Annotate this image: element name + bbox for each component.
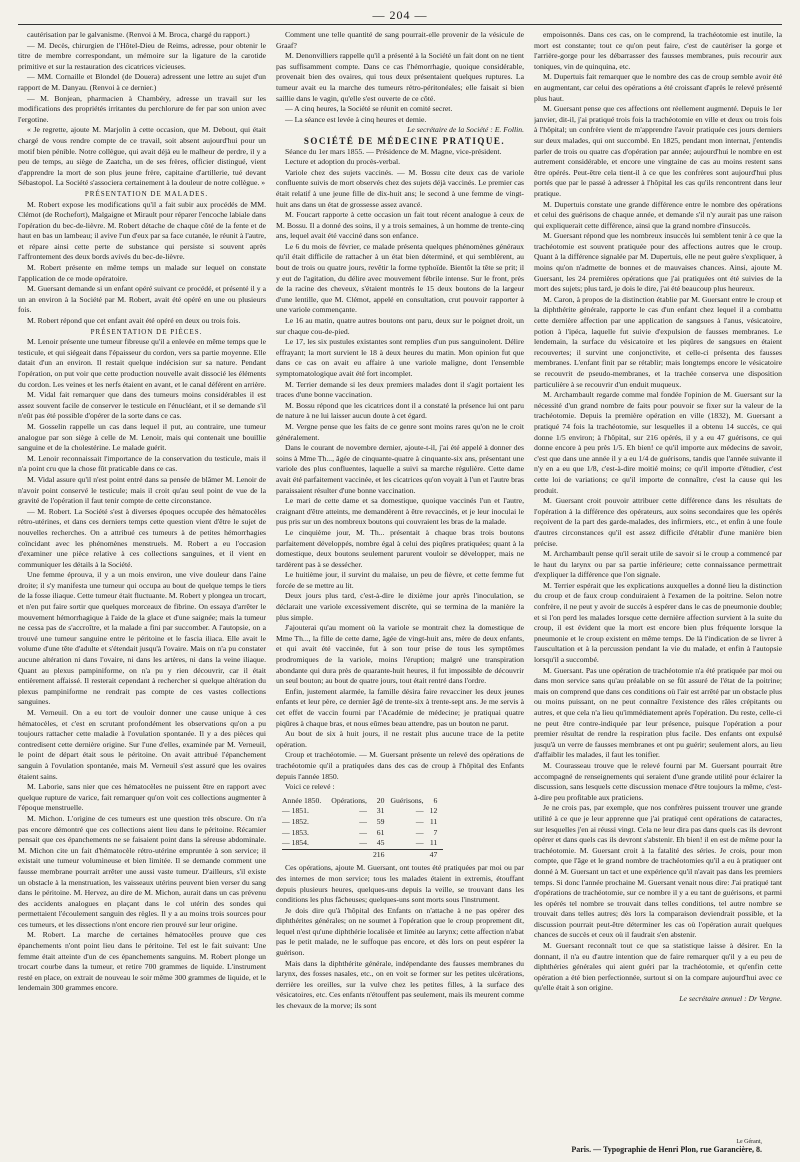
table-cell: — bbox=[359, 827, 367, 837]
table-row bbox=[282, 806, 443, 817]
paragraph: Le 17, les six pustules existantes sont remplies d'un pus sanguinolent. Délire effrayant; la mort survient le 18 à deux heures du matin. Mon opinion fut que dans ce cas on avait eu affaire à une variole maligne, dont l'ensemble symptomatologique avait été fort incomplet. bbox=[276, 337, 524, 378]
header-rule bbox=[18, 24, 782, 25]
page-number: — 204 — bbox=[372, 8, 428, 22]
section-heading: PRÉSENTATION DE MALADES. bbox=[84, 189, 209, 198]
paragraph: Je ne crois pas, par exemple, que nos confrères puissent trouver une grande utilité à ce que je leur apprenne que j'ai pratiqué cent opérations de cataractes, sur lesquelles j'en ai réussi vingt. Cela ne leur dira pas dans quels cas ils devront opérer et dans quels cas ils devront s'abstenir. Eh bien! il en est de même pour la trachéotomie. M. Guersant croit à la fatalité des séries. Je crois, pour mon compte, que l'âge et le grand nombre de trachéotomies qu'il a eu à pratiquer ont donné à M. Guersant un tact et une expérience qu'il n'avait pas dans les premiers temps. Si donc l'année prochaine M. Guersant venait nous dire: J'ai pratiqué tant d'opérations de trachéotomie, sur ce nombre il y a eu tant de guérisons, et parmi les opérés tel nombre se trouvait dans telles conditions, tel autre nombre se trouvait dans telles autres; dès lors la comparaison deviendrait possible, et la discussion pourrait peut-être déterminer les cas où l'opération aurait quelques chances de succès et ceux où il faudrait s'en abstenir. bbox=[534, 803, 782, 940]
paragraph: M. Vergne pense que les faits de ce genre sont moins rares qu'on ne le croit généralement. bbox=[276, 421, 524, 442]
table-cell: 45 bbox=[376, 838, 385, 848]
paragraph: M. Guersant croit pouvoir attribuer cette différence dans les résultats de l'opération à la différence des opérateurs, aux soins secondaires que les opérés reçoivent de la part des garde-malades, des infirmiers, etc., et enfin à une foule d'autres circonstances qu'il est assez difficile d'établir d'une manière bien précise. bbox=[534, 496, 782, 548]
paragraph: Le cinquième jour, M. Th... présentait à chaque bras trois boutons parfaitement développés, nombre égal à celui des piqûres pratiquées; quant à la domestique, deux boutons seulement parurent vouloir se développer, mais ne tardèrent pas à se dessécher. bbox=[276, 527, 524, 569]
paragraph: M. Verneuil. On a eu tort de vouloir donner une cause unique à ces hématocèles, et c'est en scrutant profondément les observations qu'on a pu toujours rattacher cette maladie à l'ovulation spontanée. Il y a des pièces qui contredisent cette dernière origine. Sur l'une d'elles, examinée par M. Verneuil, le point de départ était sous le péritoine. On avait attribué l'épanchement sanguin à l'ovulation spontanée, mais M. Verneuil s'est assuré que les ovaires étaient sains. bbox=[18, 708, 266, 781]
table-cell: 6 bbox=[433, 795, 438, 805]
paragraph: M. Bossu répond que les cicatrices dont il a constaté la présence lui ont paru de nature à ne lui laisser aucun doute à cet égard. bbox=[276, 400, 524, 421]
tracheotomy-table bbox=[282, 796, 524, 861]
minutes-line: Lecture et adoption du procès-verbal. bbox=[285, 157, 401, 167]
paragraph: Dans le courant de novembre dernier, ajoute-t-il, j'ai été appelé à donner des soins à Mme Th..., âgée de cinquante-quatre à cinquante-six ans, présentant une variole des plus confluentes, laquelle a suivi sa marche régulière. Cette dame avait été parfaitement vaccinée, et les cicatrices qu'on voyait à l'un et l'autre bras paraissaient résulter d'une bonne vaccination. bbox=[276, 443, 524, 495]
paragraph: M. Vidal assure qu'il n'est point entré dans sa pensée de blâmer M. Lenoir de n'avoir point conservé le testicule; mais il croit qu'au seul point de vue de la gravité de l'opération il faut tenir compte de cette circonstance. bbox=[18, 474, 266, 506]
paragraph: Voici ce relevé : bbox=[285, 782, 335, 792]
paragraph: Comment une telle quantité de sang pourrait-elle provenir de la vésicule de Graaf? bbox=[276, 30, 524, 50]
paragraph: M. Courasseau trouve que le relevé fourni par M. Guersant pourrait être accompagné de renseignements qui seraient d'une grande utilité pour éclairer la discussion, sans lesquels cette discussion menace d'être toujours la même, c'est-à-dire peu profitable aux praticiens. bbox=[534, 760, 782, 802]
secretary-signature: Le secrétaire de la Société : E. Follin. bbox=[407, 125, 524, 135]
table-cell: 12 bbox=[429, 806, 438, 816]
paragraph: Mais dans la diphthérite générale, indépendante des fausses membranes du larynx, des fosses nasales, etc., on en voit se former sur les petites ulcérations, derrière les oreilles, sur la vulve chez les petites filles, à la surface des vésicatoires, etc. Ces enfants n'étouffent pas seulement, mais ils meurent comme les chevaux de la morve; ils sont bbox=[276, 958, 524, 1011]
paragraph: M. Robert présente en même temps un malade sur lequel on constate l'application de ce mode opératoire. bbox=[18, 263, 266, 283]
paragraph: — M. Robert. La Société s'est à diverses époques occupée des hématocèles rétro-utérines, et dans ces derniers temps cette question vient d'être le sujet de nouvelles recherches. On a attribué ces tumeurs à de petites hémorrhagies coïncidant avec les phénomènes menstruels. M. Robert a eu l'occasion d'examiner une pièce relative à ces collections sanguines, et il vient en communiquer les détails à la Société. bbox=[18, 506, 266, 569]
paragraph: « Je regrette, ajoute M. Marjolin à cette occasion, que M. Debout, qui était chargé de vous rendre compte de ce travail, soit absent aujourd'hui pour un motif bien pénible. Notre collègue, qui avait déjà eu le malheur de perdre, il y a peu de temps, au siège de Zaatcha, un de ses frères, officier distingué, vient d'apprendre la mort de son plus jeune frère, capitaine d'artillerie, tué devant Sébastopol. La Société s'associera certainement à la douleur de notre collègue. » bbox=[18, 125, 266, 188]
table-cell: 216 bbox=[373, 849, 391, 860]
table-row bbox=[282, 796, 443, 807]
paragraph: Variole chez des sujets vaccinés. — M. Bossu cite deux cas de variole confluente suivis de mort observés chez des sujets déjà vaccinés. Le premier cas était relatif à une jeune fille de dix-huit ans; le second à une femme de vingt-huit ans dans un état de grossesse assez avancé. bbox=[276, 167, 524, 209]
column-2 bbox=[276, 30, 524, 1140]
table-cell: 7 bbox=[433, 827, 438, 837]
paragraph: M. Dupertuis fait remarquer que le nombre des cas de croup semble avoir été en augmentant, car celui des opérations a été croissant d'après le relevé présenté plus haut. bbox=[534, 72, 782, 103]
paragraph: M. Archambault pense qu'il serait utile de savoir si le croup a commencé par le haut du larynx ou par sa partie inférieure; cette connaissance permettrait d'expliquer la différence que l'on signale. bbox=[534, 549, 782, 580]
table-cell: — bbox=[359, 838, 367, 848]
table-row bbox=[282, 828, 443, 839]
paragraph: M. Denonvilliers rappelle qu'il a présenté à la Société un fait dont on ne tient pas suffisamment compte. Dans ce cas l'hémorrhagie, quoique considérable, provenait bien des ovaires, qui tous deux présentaient quelques ruptures. La tumeur avait eu la marche des tumeurs rétro-péritonéales; elle faisait si bien saillie dans le vagin, qu'elle s'est ouverte de ce côté. bbox=[276, 51, 524, 103]
table-row bbox=[282, 817, 443, 828]
column-1 bbox=[18, 30, 266, 1140]
paragraph: — MM. Cornaille et Blondel (de Douera) adressent une lettre au sujet d'un rapport de M. Danyau. (Renvoi à ce dernier.) bbox=[18, 72, 266, 92]
paragraph: Le mari de cette dame et sa domestique, quoique vaccinés l'un et l'autre, craignant d'être atteints, me demandèrent à être revaccinés, et je leur inoculai le pus pris sur un des nombreux boutons qui couvraient les bras de la malade. bbox=[276, 496, 524, 527]
section-heading: PRÉSENTATION DE PIÈCES. bbox=[90, 327, 203, 336]
session-line: Séance du 1er mars 1855. — Présidence de M. Magne, vice-président. bbox=[285, 146, 502, 156]
paragraph: — M. Decès, chirurgien de l'Hôtel-Dieu de Reims, adresse, pour obtenir le titre de membre correspondant, un mémoire sur la ligature de la carotide primitive et sur la restauration des cicatrices vicieuses. bbox=[18, 40, 266, 71]
table-cell: 11 bbox=[429, 838, 438, 848]
paragraph: Une femme éprouva, il y a un mois environ, une vive douleur dans l'aine droite; il s'y manifesta une tumeur qui occupa au bout de quelque temps le tiers de la fosse iliaque. Cette tumeur était fluctuante. M. Robert y plongea un trocart, et n'en put faire sortir que quelques morceaux de fibrine. On essaya d'arrêter le mouvement hémorrhagique à l'aide de la glace et d'une saignée; mais la tumeur ne cessa pas de s'accroître, et la malade a fini par succomber. A l'autopsie, on a trouvé une tumeur sanguine entre le péritoine et le fascia iliaca. Elle avait le volume d'une tête d'adulte et s'étendait jusqu'à l'ovaire. Mais on n'a pu constater aucune altération ni dans l'ovaire, ni dans les artères, ni dans la veine iliaque. Quant au plexus pampiniforme, on n'a pu y rien découvrir, car il était entièrement affaissé. Il resterait cependant à rechercher si quelque altération du plexus pampiniforme ne rendrait pas compte de ces vastes collections sanguines. bbox=[18, 570, 266, 707]
paragraph: M. Robert répond que cet enfant avait été opéré en deux ou trois fois. bbox=[27, 316, 241, 326]
paragraph: cautérisation par le galvanisme. (Renvoi à M. Broca, chargé du rapport.) bbox=[27, 30, 250, 39]
paragraph: M. Gosselin rappelle un cas dans lequel il put, au contraire, une tumeur analogue par son siège à celle de M. Lenoir, mais qui contenait une bouillie sanguine et de la cholestérine. Le malade guérit. bbox=[18, 421, 266, 453]
paragraph: M. Guersant. Pas une opération de trachéotomie n'a été pratiquée par moi ou dans mon service sans qu'au préalable on se fût assuré de l'état de la poitrine; mais on comprend que dans ces conditions où l'air est arrêté par un obstacle plus ou moins puissant, on ne peut connaître l'existence des râles crépitants ou autres, et que cela n'a lieu qu'immédiatement après l'opération. Du reste, celle-ci ne peut être contre-indiquée par leur présence, puisque l'opération a pour premier résultat de rendre la respiration plus facile. Des enfants ont expulsé jusqu'à un verre de fausses membranes et ont pu guérir; seulement alors, au lieu d'affaiblir les malades, il faut les tonifier. bbox=[534, 665, 782, 760]
paragraph: M. Terrier espérait que les explications auxquelles a donné lieu la distinction du croup et de faux croup conduiraient à l'examen de la poitrine. Selon notre confrère, il ne peut y avoir de succès à espérer dans le cas de pneumonie double; et si l'on perd les malades lorsque cette dernière affection survient à la suite du croup, il est évident que la mort est encore bien plus fréquente lorsque la pneumonie et le croup existent en même temps. De là l'indication de se livrer à l'auscultation et à la percussion pendant la vie du malade, et enfin à l'autopsie lorsqu'il a succombé. bbox=[534, 580, 782, 665]
paragraph: M. Guersant reconnaît tout ce que sa statistique laisse à désirer. En la donnant, il n'a eu d'autre intention que de faire remarquer qu'il y a eu peu de diphthéries générales qui aient guéri par la trachéotomie, et qu'enfin cette opération a été bien perfectionnée, surtout si on la compare aujourd'hui avec ce qu'elle était à son origine. bbox=[534, 941, 782, 993]
paragraph: — La séance est levée à cinq heures et demie. bbox=[285, 114, 427, 124]
paragraph: M. Guersant répond que les nombreux insuccès lui semblent tenir à ce que la trachéotomie est souvent pratiquée pour des affections autres que le croup. Quant à la différence signalée par M. Dupertuis, elle ne peut guère s'expliquer, à moins qu'on n'admette de bonnes et de mauvaises chances. Ainsi, ajoute M. Guersant, les 24 premières opérations que j'ai pratiquées ont été suivies de la mort des sujets; plus tard, je dois le dire, j'ai été beaucoup plus heureux. bbox=[534, 231, 782, 294]
table-cell: 59 bbox=[376, 816, 385, 826]
paragraph: Le 16 au matin, quatre autres boutons ont paru, deux sur le poignet droit, un sur chaque cou-de-pied. bbox=[276, 316, 524, 336]
table-cell: — bbox=[415, 827, 424, 837]
paragraph: M. Foucart rapporte à cette occasion un fait tout récent analogue à ceux de M. Bossu. Il a donné des soins, il y a trois semaines, à un homme de trente-cinq ans, lequel avait été vacciné dans son enfance. bbox=[276, 210, 524, 241]
paragraph: empoisonnés. Dans ces cas, on le comprend, la trachéotomie est inutile, la mort est constante; tout ce qu'on peut faire, c'est de cautériser la gorge et l'arrière-gorge pour les débarrasser des fausses membranes, puis recourir aux toniques, vin de quinquina, etc. bbox=[534, 30, 782, 71]
paragraph: M. Guersant pense que ces affections ont réellement augmenté. Depuis le 1er janvier, dit-il, j'ai pratiqué trois fois la trachéotomie en ville et deux ou trois fois à l'hôpital; un confrère vient de m'apprendre l'avoir pratiquée ces jours derniers sur deux malades, qui ont succombé. En 1825, pendant mon internat, j'entendis parler de trois ou quatre cas d'opération par année; aujourd'hui le nombre en est autrement considérable, et encore une vingtaine de cas au moins restent sans être opérés. Peut-être cela tient-il à ce que les confrères sont aujourd'hui plus portés que par le passé à adresser à l'hôpital les cas qu'ils rencontrent dans leur pratique. bbox=[534, 104, 782, 198]
table-cell: Guérisons, bbox=[390, 795, 424, 805]
paragraph: M. Archambault regarde comme mal fondée l'opinion de M. Guersant sur la nécessité d'un grand nombre de faits pour pouvoir se fixer sur la valeur de la trachéotomie. Depuis la première opération en ville (1832), M. Guersant a pratiqué 74 fois la trachéotomie, sur lesquelles il a obtenu 14 succès, ce qui donne 1/5 environ; à l'hôpital, sur 216 opérés, il y a eu 47 guérisons, ce qui donne encore à peu près 1/5. Eh bien! ce qu'il importe aux médecins de savoir, c'est que dans une année il y a eu 1/4 de guérisons, tandis que l'année suivante il n'y en a eu que 1/8, c'est-à-dire moitié moins; ce qu'il importe d'étudier, c'est cette loi de variations; ce qu'il importe de connaître, c'est la cause qui les produit. bbox=[534, 390, 782, 495]
table-cell: — 1851. bbox=[282, 806, 309, 816]
paragraph: Ces opérations, ajoute M. Guersant, ont toutes été pratiquées par moi ou par des internes de mon service; tous les malades étaient in extremis, étouffant depuis plusieurs heures, quelques-uns depuis la veille, se trouvant dans les conditions les plus fâcheuses; quelques-uns sont morts sous l'instrument. bbox=[276, 863, 524, 905]
paragraph: Je dois dire qu'à l'hôpital des Enfants on n'attache à ne pas opérer des diphthérites générales; on ne soumet à l'opération que le croup proprement dit, lequel n'est qu'une diphthérie localisée et limitée au larynx; cette affection n'abat pas le petit malade, ne le suffoque pas encore, et dès lors on peut espérer la guérison. bbox=[276, 905, 524, 958]
table-cell: — bbox=[359, 806, 367, 816]
paragraph: M. Caron, à propos de la distinction établie par M. Guersant entre le croup et la diphthérite générale, rapporte le cas d'un enfant chez lequel il a combattu cette dernière affection par une application de sangsues à l'anus, vésicatoire, potion à l'ipéca, laquelle fut suivie d'expulsion de fausses membranes. Le lendemain, la surface du vésicatoire et les piqûres de sangsues en étaient recouvertes; il survint une conjonctivite, et celle-ci présenta des fausses membranes. L'enfant finit par se rétablir; mais longtemps encore le vésicatoire se recouvrit de pseudo-membranes, et la trachée conserva une disposition particulière à se recouvrir d'un enduit muqueux. bbox=[534, 294, 782, 389]
paragraph: J'ajouterai qu'au moment où la variole se montrait chez la domestique de Mme Th..., la fille de cette dame, âgée de vingt-huit ans, mère de deux enfants, et qui avait été vaccinée, fut à son tour prise de tous les symptômes prodromiques de la variole, moins l'éruption; malgré une transpiration abondante qui dura près de quarante-huit heures, il fut impossible de découvrir un seul bouton; au bout de quatre jours, tout était rentré dans l'ordre. bbox=[276, 623, 524, 686]
table-cell: 61 bbox=[376, 827, 385, 837]
column-3 bbox=[534, 30, 782, 1140]
paragraph: M. Terrier demande si les deux premiers malades dont il s'agit portaient les traces d'une bonne vaccination. bbox=[276, 379, 524, 400]
paragraph: M. Lenoir présente une tumeur fibreuse qu'il a enlevée en même temps que le testicule, et qui siégeait dans l'épaisseur du cordon, vers sa partie moyenne. Elle datait d'un an environ. Il restait quelque indécision sur sa nature. Pendant l'opération, on put voir que cette production nouvelle avait dissocié les éléments du cordon. Les veines et les nerfs étaient en avant, et le canal déférent en arrière. bbox=[18, 337, 266, 389]
table-cell: — bbox=[359, 816, 367, 826]
table-cell: 31 bbox=[376, 806, 385, 816]
table-row bbox=[282, 838, 443, 849]
table-cell: — bbox=[415, 838, 424, 848]
table-cell: Opérations, bbox=[331, 795, 367, 805]
table-cell: — bbox=[415, 816, 424, 826]
paragraph: Enfin, justement alarmée, la famille désira faire revacciner les deux jeunes enfants et leur père, ce dernier âgé de trente-six à trente-sept ans. Je me servis à cet effet de vaccin fourni par l'Académie de médecine; je pratiquai quatre piqûres à chaque bras, et nous eûmes beau attendre, pas un bouton ne parut. bbox=[276, 686, 524, 728]
paragraph: Le huitième jour, il survint du malaise, un peu de fièvre, et cette femme fut forcée de se mettre au lit. bbox=[276, 570, 524, 590]
annual-secretary-signature: Le secrétaire annuel : Dr Vergne. bbox=[679, 994, 782, 1004]
footer-printer: Paris. — Typographie de Henri Plon, rue Garancière, 8. bbox=[571, 1145, 762, 1154]
paragraph: M. Vidal fait remarquer que dans des tumeurs moins considérables il est assez souvent facile de conserver le testicule en l'énucléant, et il se demande s'il n'eût pas été possible d'opérer de la sorte dans ce cas. bbox=[18, 390, 266, 421]
footer-signer: Le Gérant, bbox=[736, 1139, 762, 1145]
table-cell: — 1853. bbox=[282, 827, 309, 837]
table-cell: 47 bbox=[430, 849, 444, 860]
paragraph: Deux jours plus tard, c'est-à-dire le dixième jour après l'inoculation, se déclarait une variole excessivement discrète, qui se termina de la manière la plus simple. bbox=[276, 591, 524, 622]
paragraph: Le 6 du mois de février, ce malade présenta quelques phénomènes généraux qu'il était difficile de rattacher à un état bien déterminé, et qui semblèrent, au bout de trois ou quatre jours, revêtir la forme typhoïde. Bientôt la tête se prit; il y eut de l'agitation, du délire avec mouvement fébrile intense. Sur le front, près de la racine des cheveux, s'étaient montrés le 15 deux boutons de la largeur d'une lentille, que M. Clémot, appelé en consultation, crut pouvoir rapporter à une variole commençante. bbox=[276, 241, 524, 315]
table-cell: — bbox=[415, 806, 424, 816]
table-row bbox=[282, 849, 443, 860]
table-cell: 20 bbox=[376, 795, 385, 805]
paragraph: M. Robert. La marche de certaines hématocèles prouve que ces épanchements n'ont point lieu dans le péritoine. Tel est le fait suivant: Une femme était atteinte d'un de ces épanchements sanguins. M. Robert plonge un trocart courbe dans la tumeur, et retire 700 grammes de liquide. L'instrument resté en place, on extrait de nouveau le soir même 300 grammes de liquide, et le lendemain 300 grammes encore. bbox=[18, 930, 266, 993]
table-cell: — 1852. bbox=[282, 816, 309, 826]
paragraph: Au bout de six à huit jours, il ne restait plus aucune trace de la petite opération. bbox=[276, 729, 524, 749]
paragraph: M. Robert expose les modifications qu'il a fait subir aux procédés de MM. Clémot (de Rochefort), Malgaigne et Mirault pour réparer l'encoche labiale dans l'opération du bec-de-lièvre. M. Robert détache de chaque côté de la fente et de haut en bas un lambeau; il avive l'un d'eux par sa face cutanée, le réunit à l'autre, et répare ainsi cette perte de substance qui persiste si souvent après l'affrontement des deux bords avivés du bec-de-lièvre. bbox=[18, 199, 266, 262]
table-cell: Année 1850. bbox=[282, 795, 322, 805]
paragraph: Croup et trachéotomie. — M. Guersant présente un relevé des opérations de trachéotomie qu'il a pratiquées dans des cas de croup à l'hôpital des Enfants depuis l'année 1850. bbox=[276, 750, 524, 781]
paragraph: M. Michon. L'origine de ces tumeurs est une question très obscure. On n'a pas encore démontré que ces collections aient lieu dans le péritoine. Récamier pensait que ces épanchements ne se faisaient point dans la séreuse abdominale. M. Michon cite un fait d'hématocèle rétro-utérine empruntée à son service; il existait une tumeur volumineuse et bien limitée. Il se demande comment une fausse membrane pourrait arrêter une aussi vaste tumeur. D'ailleurs, s'il existe un obstacle à la menstruation, les vaisseaux utérins peuvent bien verser du sang dans le péritoine. M. Hervez, au dire de M. Michon, aurait dans un cas prévenu des accidents analogues en plaçant dans le col utérin des sondes qui permettaient l'écoulement sanguin des règles. Il y a au moins trois sources pour ces tumeurs, et les dissections n'ont encore rien prouvé sur leur origine. bbox=[18, 813, 266, 929]
paragraph: M. Laborie, sans nier que ces hématocèles ne puissent être en rapport avec quelque rupture de varice, fait remarquer qu'on voit ces collections augmenter à l'époque menstruelle. bbox=[18, 782, 266, 813]
society-heading: SOCIÉTÉ DE MÉDECINE PRATIQUE. bbox=[303, 135, 506, 146]
table-cell bbox=[282, 849, 331, 860]
table-cell bbox=[331, 849, 373, 860]
paragraph: — A cinq heures, la Société se réunit en comité secret. bbox=[285, 104, 453, 114]
table-cell: 11 bbox=[429, 816, 438, 826]
table-cell: — 1854. bbox=[282, 838, 309, 848]
paragraph: M. Lenoir reconnaissait l'importance de la conservation du testicule, mais il n'a point cru que la chose fût praticable dans ce cas. bbox=[18, 453, 266, 474]
text-columns bbox=[18, 30, 782, 1140]
paragraph: — M. Bonjean, pharmacien à Chambéry, adresse un travail sur les modifications des propriétés irritantes du perchlorure de fer par son union avec l'ergotine. bbox=[18, 93, 266, 124]
paragraph: M. Guersant demande si un enfant opéré suivant ce procédé, et présenté il y a un an environ à la Société par M. Robert, avait été opéré en une ou plusieurs fois. bbox=[18, 284, 266, 315]
footer bbox=[571, 1139, 762, 1154]
table-cell bbox=[390, 849, 429, 860]
paragraph: M. Dupertuis constate une grande différence entre le nombre des opérations et celui des guérisons de chaque année, et demande s'il n'y aurait pas une raison qui expliquerait cette différence, ainsi que la grand nombre d'insuccès. bbox=[534, 199, 782, 230]
